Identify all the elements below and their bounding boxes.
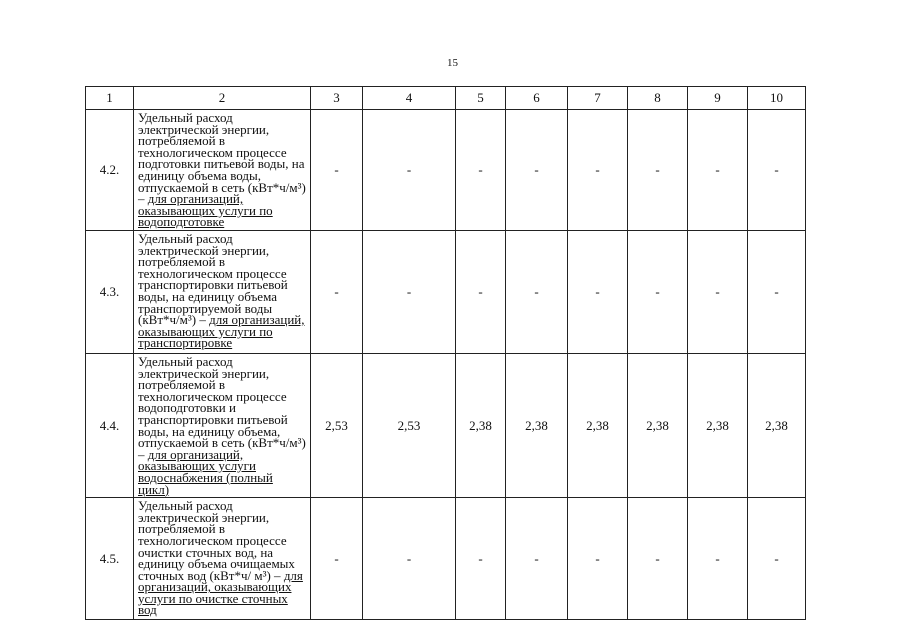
table-row — [86, 498, 806, 620]
value-cell: - — [748, 498, 806, 620]
value-cell: 2,53 — [311, 354, 363, 498]
value-cell: 2,38 — [568, 354, 628, 498]
indicators-table — [85, 86, 806, 620]
value-cell: - — [363, 110, 456, 231]
value-cell: - — [311, 110, 363, 231]
value-cell: - — [628, 498, 688, 620]
column-header: 1 — [86, 87, 134, 110]
value-cell: - — [748, 231, 806, 354]
row-description — [134, 231, 311, 354]
value-cell: 2,38 — [628, 354, 688, 498]
description-text: Удельный расход электрической энергии, потребляемой в технологическом процессе очистки сточных вод, на единицу объема очищаемых сточных вод (кВт*ч/ м³) – — [138, 498, 295, 583]
value-cell: 2,38 — [506, 354, 568, 498]
description-underlined-text: для организаций, оказывающих услуги водоснабжения (полный цикл) — [138, 446, 273, 497]
value-cell: - — [568, 231, 628, 354]
value-cell: - — [628, 110, 688, 231]
row-number: 4.5. — [86, 498, 134, 620]
table-row — [86, 354, 806, 498]
value-cell: - — [688, 231, 748, 354]
row-description — [134, 110, 311, 231]
value-cell: 2,53 — [363, 354, 456, 498]
row-description — [134, 354, 311, 498]
column-header: 9 — [688, 87, 748, 110]
value-cell: 2,38 — [688, 354, 748, 498]
table-row — [86, 110, 806, 231]
column-header: 10 — [748, 87, 806, 110]
description-text: Удельный расход электрической энергии, потребляемой в технологическом процессе водоподготовки и транспортировки питьевой воды, на единицу объема, отпускаемой в сеть (кВт*ч/м³) – — [138, 354, 306, 462]
row-number: 4.2. — [86, 110, 134, 231]
description-underlined-text: для организаций, оказывающих услуги по водоподготовке — [138, 191, 273, 230]
value-cell: - — [456, 498, 506, 620]
column-header: 5 — [456, 87, 506, 110]
column-header: 4 — [363, 87, 456, 110]
value-cell: - — [628, 231, 688, 354]
value-cell: 2,38 — [748, 354, 806, 498]
value-cell: - — [363, 498, 456, 620]
value-cell: - — [748, 110, 806, 231]
table-header-row — [86, 87, 806, 110]
value-cell: - — [688, 498, 748, 620]
column-header: 8 — [628, 87, 688, 110]
value-cell: 2,38 — [456, 354, 506, 498]
value-cell: - — [456, 231, 506, 354]
column-header: 2 — [134, 87, 311, 110]
description-text: Удельный расход электрической энергии, потребляемой в технологическом процессе подготовки питьевой воды, на единицу объема воды, отпускаемой в сеть (кВт*ч/м³) – — [138, 110, 306, 207]
row-number: 4.4. — [86, 354, 134, 498]
value-cell: - — [568, 498, 628, 620]
column-header: 7 — [568, 87, 628, 110]
value-cell: - — [506, 110, 568, 231]
page-number: 15 — [447, 57, 458, 69]
column-header: 3 — [311, 87, 363, 110]
description-text: Удельный расход электрической энергии, потребляемой в технологическом процессе транспортировки питьевой воды, на единицу объема транспортируемой воды (кВт*ч/м³) – — [138, 231, 288, 328]
row-description — [134, 498, 311, 620]
value-cell: - — [506, 231, 568, 354]
value-cell: - — [506, 498, 568, 620]
column-header: 6 — [506, 87, 568, 110]
value-cell: - — [363, 231, 456, 354]
table-row — [86, 231, 806, 354]
description-underlined-text: для организаций, оказывающих услуги по транспортировке — [138, 312, 305, 351]
value-cell: - — [568, 110, 628, 231]
description-underlined-text: для организаций, оказывающих услуги по очистке сточных вод — [138, 567, 303, 618]
value-cell: - — [311, 231, 363, 354]
value-cell: - — [311, 498, 363, 620]
value-cell: - — [456, 110, 506, 231]
row-number: 4.3. — [86, 231, 134, 354]
value-cell: - — [688, 110, 748, 231]
